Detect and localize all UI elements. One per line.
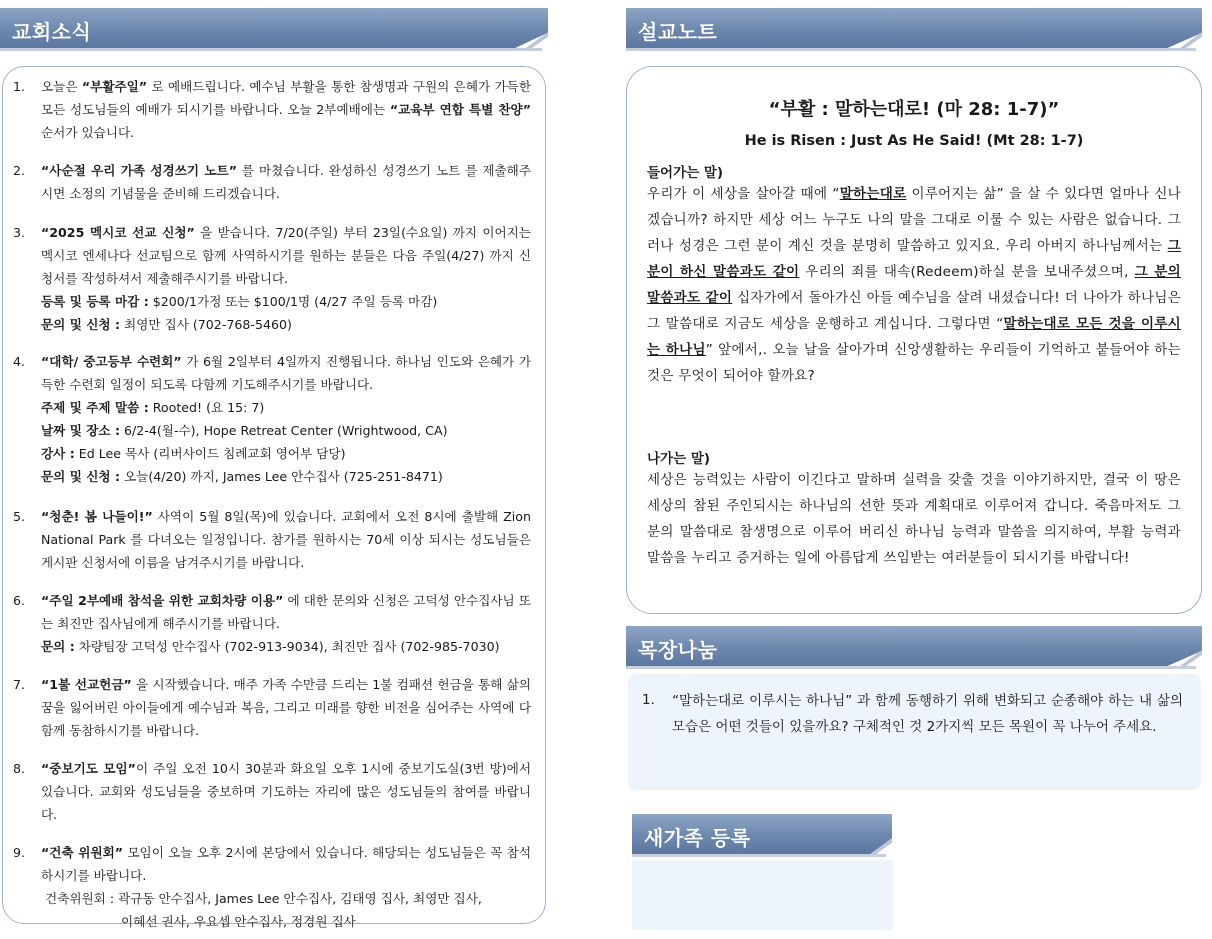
- news-text: “청춘! 봄 나들이!” 사역이 5월 8일(목)에 있습니다. 교회에서 오전 8시에 출발해 Zion National Park 를 다녀오는 일정입니다. 참가를 원하시는 70세 이상 되시는 성도님들은 게시판 신청서에 이름을 남겨주시기를 바랍니다.: [41, 509, 531, 570]
- mokjang-banner-title: 목장나눔: [638, 638, 718, 662]
- outro-heading: 나가는 말): [647, 451, 711, 467]
- news-number: 2.: [13, 163, 26, 178]
- news-text: “사순절 우리 가족 성경쓰기 노트” 를 마쳤습니다. 완성하신 성경쓰기 노트 를 제출해주시면 소정의 기념물을 준비해 드리겠습니다.: [41, 163, 531, 201]
- committee-line: 이혜선 권사, 우요셉 안수집사, 정경원 집사: [121, 914, 356, 929]
- news-banner: [0, 8, 548, 48]
- news-sub-line: 등록 및 등록 마감 : $200/1가정 또는 $100/1명 (4/27 주일 등록 마감): [41, 294, 438, 309]
- news-text: 오늘은 “부활주일” 로 예배드립니다. 예수님 부활을 통한 참생명과 구원의 은혜가 가득한 모든 성도님들의 예배가 되시기를 바랍니다. 오늘 2부예배에는 “교육부 연합 특별 찬양” 순서가 있습니다.: [41, 79, 532, 140]
- news-number: 8.: [13, 761, 26, 776]
- sermon-subtitle: He is Risen : Just As He Said! (Mt 28: 1-7): [744, 133, 1084, 149]
- committee-line: 건축위원회 : 곽규동 안수집사, James Lee 안수집사, 김태영 집사, 최영만 집사,: [45, 891, 482, 906]
- news-text: “주일 2부예배 참석을 위한 교회차량 이용” 에 대한 문의와 신청은 고덕성 안수집사님 또는 최진만 집사님에게 해주시기를 바랍니다. 문의 : 차량팀장 고덕성 안수집사 (702-913-9034), 최진만 집사 (702-985-7030): [41, 589, 531, 658]
- intro-paragraph: 우리가 이 세상을 살아갈 때에 “말하는대로 이루어지는 삶” 을 살 수 있다면 얼마나 신나겠습니까? 하지만 세상 어느 누구도 나의 말을 그대로 이룰 수 있는 사람은 없습니다. 그러나 성경은 그런 분이 계신 것을 분명히 말씀하고 있지요. 우리 아버지 하나님께서는 그 분이 하신 말씀과도 같이 우리의 죄를 대속(Redeem)하실 분을 보내주셨으며, 그 분의 말씀과도 같이 십자가에서 돌아가신 아들 예수님을 살려 내셨습니다! 더 나아가 하나님은 그 말씀대로 지금도 세상을 운행하고 계십니다. 그렇다면 “말하는대로 모든 것을 이루시는 하나님” 앞에서,. 오늘 날을 살아가며 신앙생활하는 우리들이 기억하고 붙들어야 하는 것은 무엇이 되어야 할까요?: [647, 186, 1182, 384]
- sermon-notes-panel: [626, 66, 1202, 614]
- mokjang-banner: [626, 626, 1202, 666]
- news-text: “2025 멕시코 선교 신청” 을 받습니다. 7/20(주일) 부터 23일(수요일) 까지 이어지는 멕시코 엔세나다 선교팀으로 함께 사역하시기를 원하는 분들은 다음 주일(4/27) 까지 신청서를 작성하셔서 제출해주시기를 바랍니다. 등록 및 등록 마감 : $200/1가정 또는 $100/1명 (4/27 주일 등록 마감) 문의 및 신청 : 최영만 집사 (702-768-5460): [41, 221, 531, 336]
- news-number: 5.: [13, 509, 26, 524]
- news-text: “중보기도 모임”이 주일 오전 10시 30분과 화요일 오후 1시에 중보기도실(3번 방)에서 있습니다. 교회와 성도님들을 중보하며 기도하는 자리에 많은 성도님들의 참여를 바랍니다.: [41, 761, 531, 822]
- newfamily-banner: [632, 814, 892, 854]
- news-text: “건축 위원회” 모임이 오늘 오후 2시에 본당에서 있습니다. 해당되는 성도님들은 꼭 참석하시기를 바랍니다. 건축위원회 : 곽규동 안수집사, James Lee 안수집사, 김태영 집사, 최영만 집사, 이혜선 권사, 우요셉 안수집사, 정경원 집사: [41, 841, 531, 933]
- newfamily-banner-title: 새가족 등록: [644, 826, 751, 850]
- mokjang-sharing-panel: [628, 674, 1201, 790]
- news-text: “대학/ 중고등부 수련회” 가 6월 2일부터 4일까지 진행됩니다. 하나님 인도와 은혜가 가득한 수련회 일정이 되도록 다함께 기도해주시기를 바랍니다. 주제 및 주제 말씀 : Rooted! (요 15: 7) 날짜 및 장소 : 6/2-4(월-수), Hope Retreat Center (Wrightwood, CA) 강사 : Ed Lee 목사 (리버사이드 침례교회 영어부 담당) 문의 및 신청 : 오늘(4/20) 까지, James Lee 안수집사 (725-251-8471): [41, 350, 531, 488]
- news-sub-line: 문의 및 신청 : 오늘(4/20) 까지, James Lee 안수집사 (725-251-8471): [41, 469, 443, 484]
- news-number: 3.: [13, 225, 26, 240]
- news-number: 6.: [13, 593, 26, 608]
- news-banner-title: 교회소식: [12, 20, 92, 44]
- news-sub-line: 주제 및 주제 말씀 : Rooted! (요 15: 7): [41, 400, 265, 415]
- mokjang-number: 1.: [642, 692, 655, 708]
- news-text: “1불 선교헌금” 을 시작했습니다. 매주 가족 수만큼 드리는 1불 컴패션 헌금을 통해 삶의 꿈을 잃어버린 아이들에게 예수님과 복음, 그리고 미래를 향한 비전을 심어주는 사역에 다함께 동참하시기를 바랍니다.: [41, 677, 532, 738]
- sermon-banner-title: 설교노트: [638, 20, 718, 44]
- news-sub-line: 문의 : 차량팀장 고덕성 안수집사 (702-913-9034), 최진만 집사 (702-985-7030): [41, 639, 500, 654]
- sermon-banner: [626, 8, 1202, 48]
- intro-heading: 들어가는 말): [647, 165, 724, 181]
- sermon-title: “부활 : 말하는대로! (마 28: 1-7)”: [768, 99, 1060, 120]
- church-news-panel: [2, 66, 546, 929]
- news-sub-line: 강사 : Ed Lee 목사 (리버사이드 침례교회 영어부 담당): [41, 446, 346, 461]
- news-number: 1.: [13, 79, 26, 94]
- outro-paragraph: 세상은 능력있는 사람이 이긴다고 말하며 실력을 갖출 것을 이야기하지만, 결국 이 땅은 세상의 참된 주인되시는 하나님의 선한 뜻과 계획대로 이루어져 갑니다. 죽음마저도 그 분의 말씀대로 참생명으로 이루어 버리신 하나님 능력과 말씀을 의지하여, 부활 능력과 말씀을 누리고 증거하는 일에 아름답게 쓰임받는 여러분들이 되시기를 바랍니다!: [647, 472, 1181, 566]
- news-sub-line: 날짜 및 장소 : 6/2-4(월-수), Hope Retreat Center (Wrightwood, CA): [41, 423, 448, 438]
- mokjang-question: “말하는대로 이루시는 하나님” 과 함께 동행하기 위해 변화되고 순종해야 하는 내 삶의 모습은 어떤 것들이 있을까요? 구체적인 것 2가지씩 모든 목원이 꼭 나누어 주세요.: [672, 693, 1183, 735]
- newfamily-panel: [632, 860, 893, 930]
- news-number: 4.: [13, 354, 26, 369]
- news-number: 9.: [13, 845, 26, 860]
- news-sub-line: 문의 및 신청 : 최영만 집사 (702-768-5460): [41, 317, 292, 332]
- news-number: 7.: [13, 677, 26, 692]
